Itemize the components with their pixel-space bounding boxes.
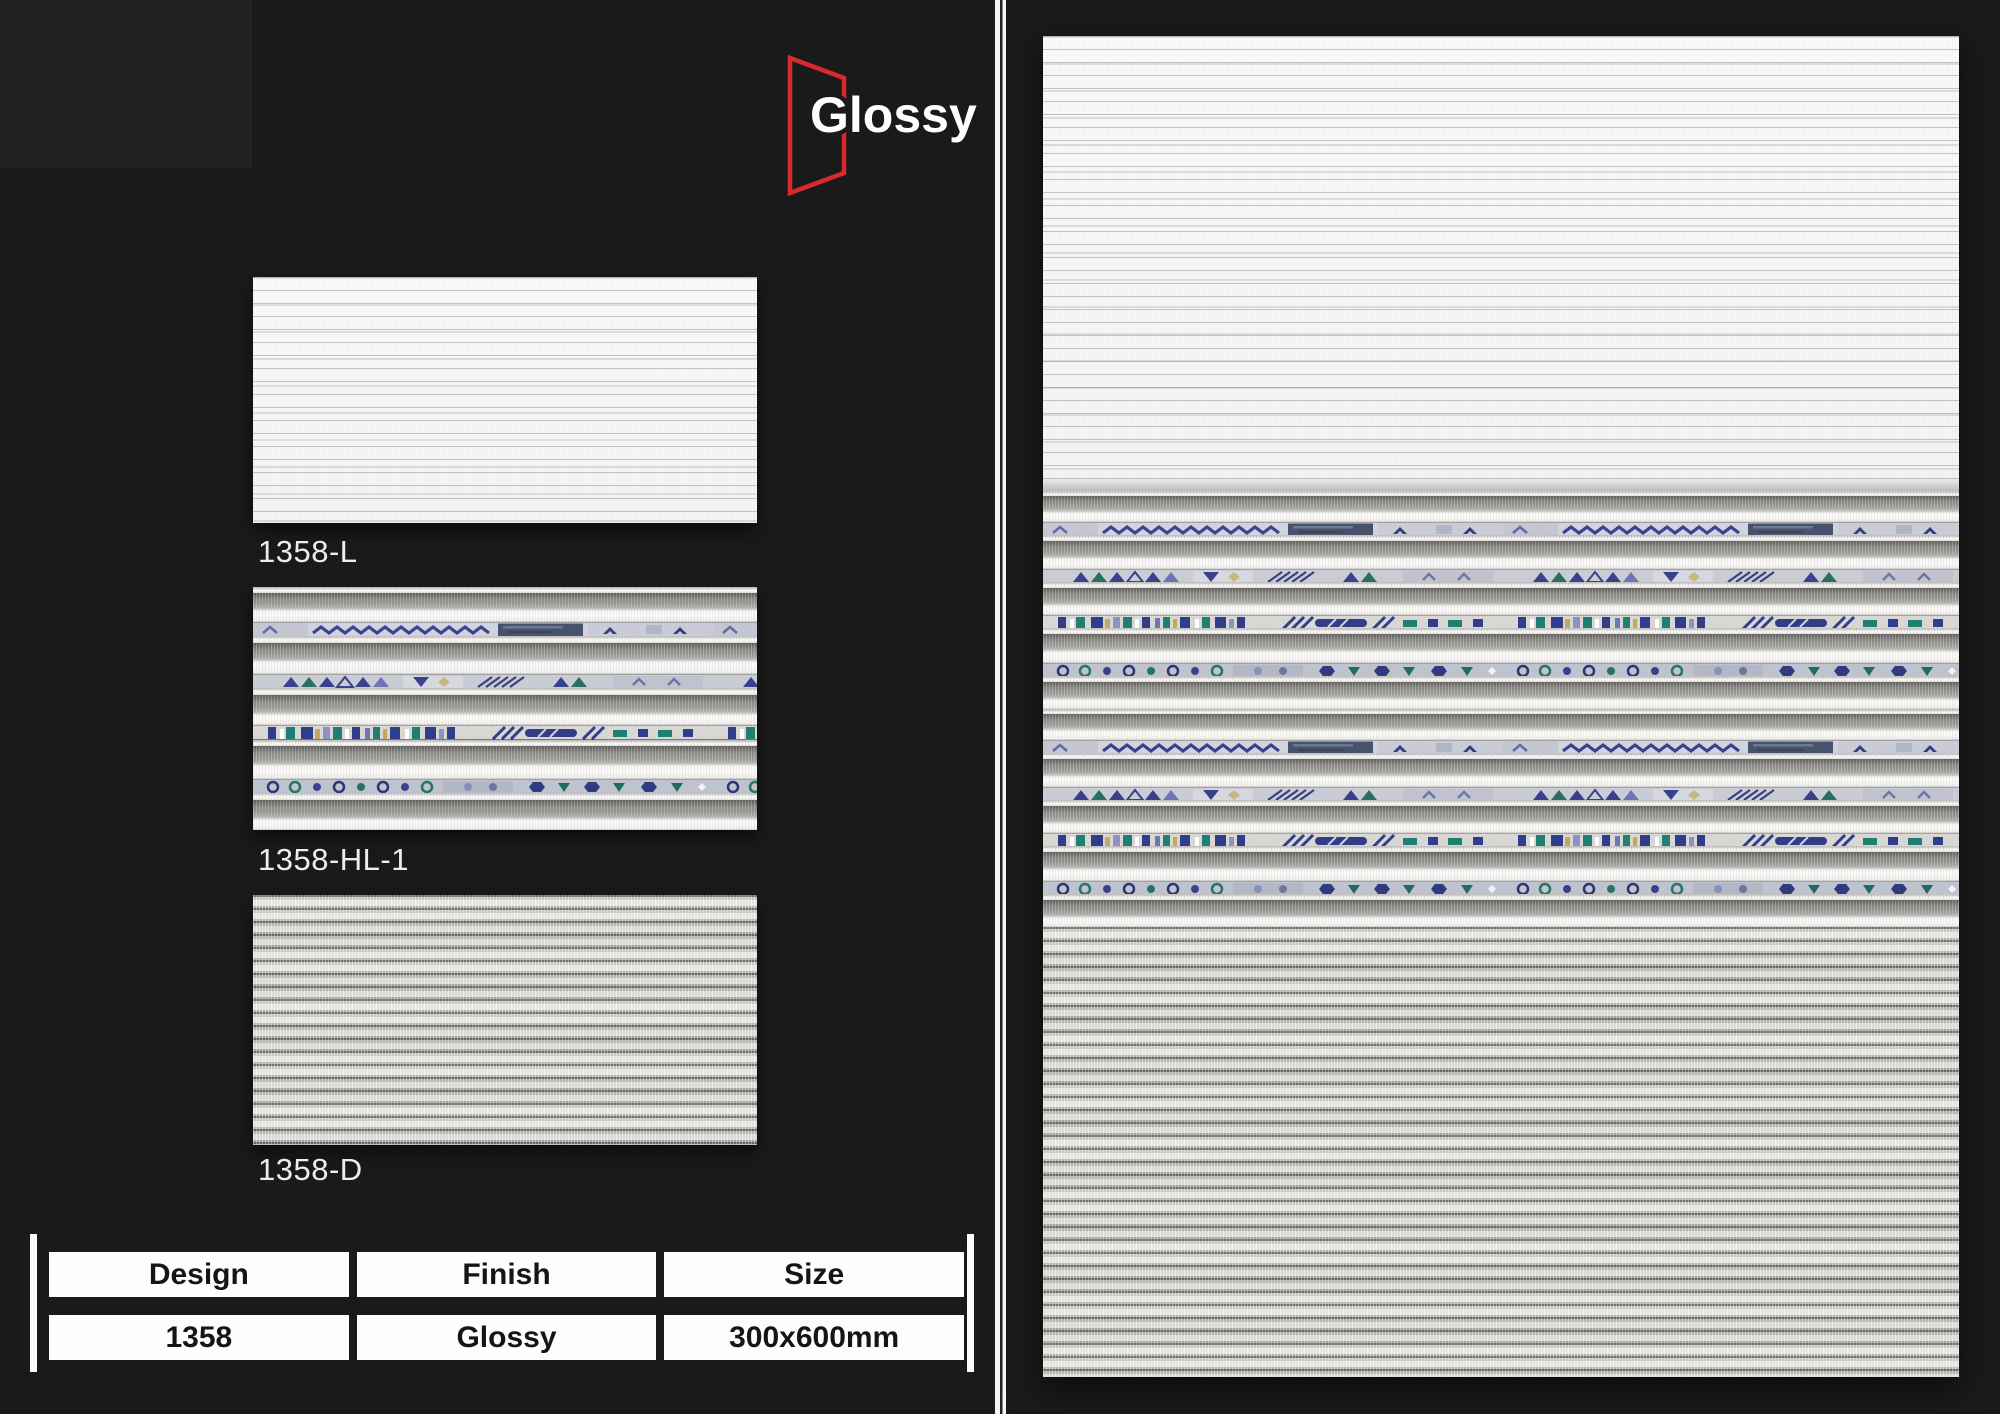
hl-band-group xyxy=(1043,491,1959,709)
white-band xyxy=(1043,510,1959,522)
white-band xyxy=(253,763,757,779)
page-divider xyxy=(995,0,1006,1414)
circle-border-band xyxy=(253,779,757,793)
gray-band xyxy=(1043,900,1959,915)
white-band xyxy=(253,636,757,643)
gray-band xyxy=(253,593,757,609)
white-band xyxy=(1043,697,1959,709)
white-band xyxy=(1043,774,1959,787)
gray-band xyxy=(1043,541,1959,556)
gray-band xyxy=(253,800,757,817)
gray-band xyxy=(1043,634,1959,649)
swatch-label-l: 1358-L xyxy=(258,534,358,569)
white-band xyxy=(253,712,757,725)
white-band xyxy=(1043,603,1959,615)
gray-band xyxy=(1043,806,1959,821)
swatch-1358-D xyxy=(253,895,757,1145)
gray-band xyxy=(1043,682,1959,697)
value-size: 300x600mm xyxy=(664,1315,964,1360)
gray-band xyxy=(1043,852,1959,867)
preview-zone-highlight xyxy=(1043,491,1959,927)
mosaic-border-band xyxy=(1043,833,1959,846)
hl-row-1 xyxy=(1043,491,1959,709)
header-size: Size xyxy=(664,1252,964,1297)
logo-text: Glossy xyxy=(810,87,977,143)
swatch-label-hl: 1358-HL-1 xyxy=(258,842,409,877)
white-band xyxy=(253,817,757,830)
white-band xyxy=(1043,821,1959,833)
header-design: Design xyxy=(49,1252,349,1297)
hl-band-group xyxy=(1043,709,1959,927)
preview-zone-light xyxy=(1043,36,1959,491)
swatch-1358-L xyxy=(253,277,757,523)
swatch-label-d: 1358-D xyxy=(258,1152,363,1187)
value-finish: Glossy xyxy=(357,1315,657,1360)
table-bracket-left xyxy=(30,1234,37,1372)
triangle-border-band xyxy=(253,674,757,688)
circle-border-band xyxy=(1043,663,1959,676)
gray-band xyxy=(1043,759,1959,774)
corner-shade xyxy=(0,0,252,168)
hl-row-2 xyxy=(1043,709,1959,927)
white-band xyxy=(253,688,757,695)
wall-preview-panel xyxy=(1043,36,1959,1377)
zigzag-border-band xyxy=(1043,740,1959,753)
value-design: 1358 xyxy=(49,1315,349,1360)
gray-band xyxy=(1043,588,1959,603)
white-band xyxy=(253,740,757,747)
gray-band xyxy=(253,643,757,660)
spec-table-value-row xyxy=(49,1315,964,1360)
white-band xyxy=(253,659,757,673)
gray-band xyxy=(1043,714,1959,728)
zigzag-border-band xyxy=(253,622,757,636)
white-band xyxy=(1043,649,1959,663)
white-band xyxy=(1043,556,1959,569)
gray-band xyxy=(253,746,757,763)
zigzag-border-band xyxy=(1043,522,1959,535)
gray-band xyxy=(253,695,757,712)
hl-band-group xyxy=(253,587,757,830)
triangle-border-band xyxy=(1043,569,1959,582)
white-band xyxy=(1043,867,1959,881)
mosaic-border-band xyxy=(253,725,757,739)
circle-border-band xyxy=(1043,881,1959,894)
triangle-border-band xyxy=(1043,787,1959,800)
white-band xyxy=(253,608,757,621)
white-band xyxy=(1043,915,1959,927)
preview-zone-dark xyxy=(1043,927,1959,1377)
header-finish: Finish xyxy=(357,1252,657,1297)
white-band xyxy=(253,793,757,800)
white-band xyxy=(1043,728,1959,740)
brand-logo xyxy=(778,38,988,213)
swatch-1358-HL-1 xyxy=(253,587,757,830)
table-bracket-right xyxy=(967,1234,974,1372)
gray-band xyxy=(1043,496,1959,510)
mosaic-border-band xyxy=(1043,615,1959,628)
spec-table-header-row xyxy=(49,1252,964,1297)
